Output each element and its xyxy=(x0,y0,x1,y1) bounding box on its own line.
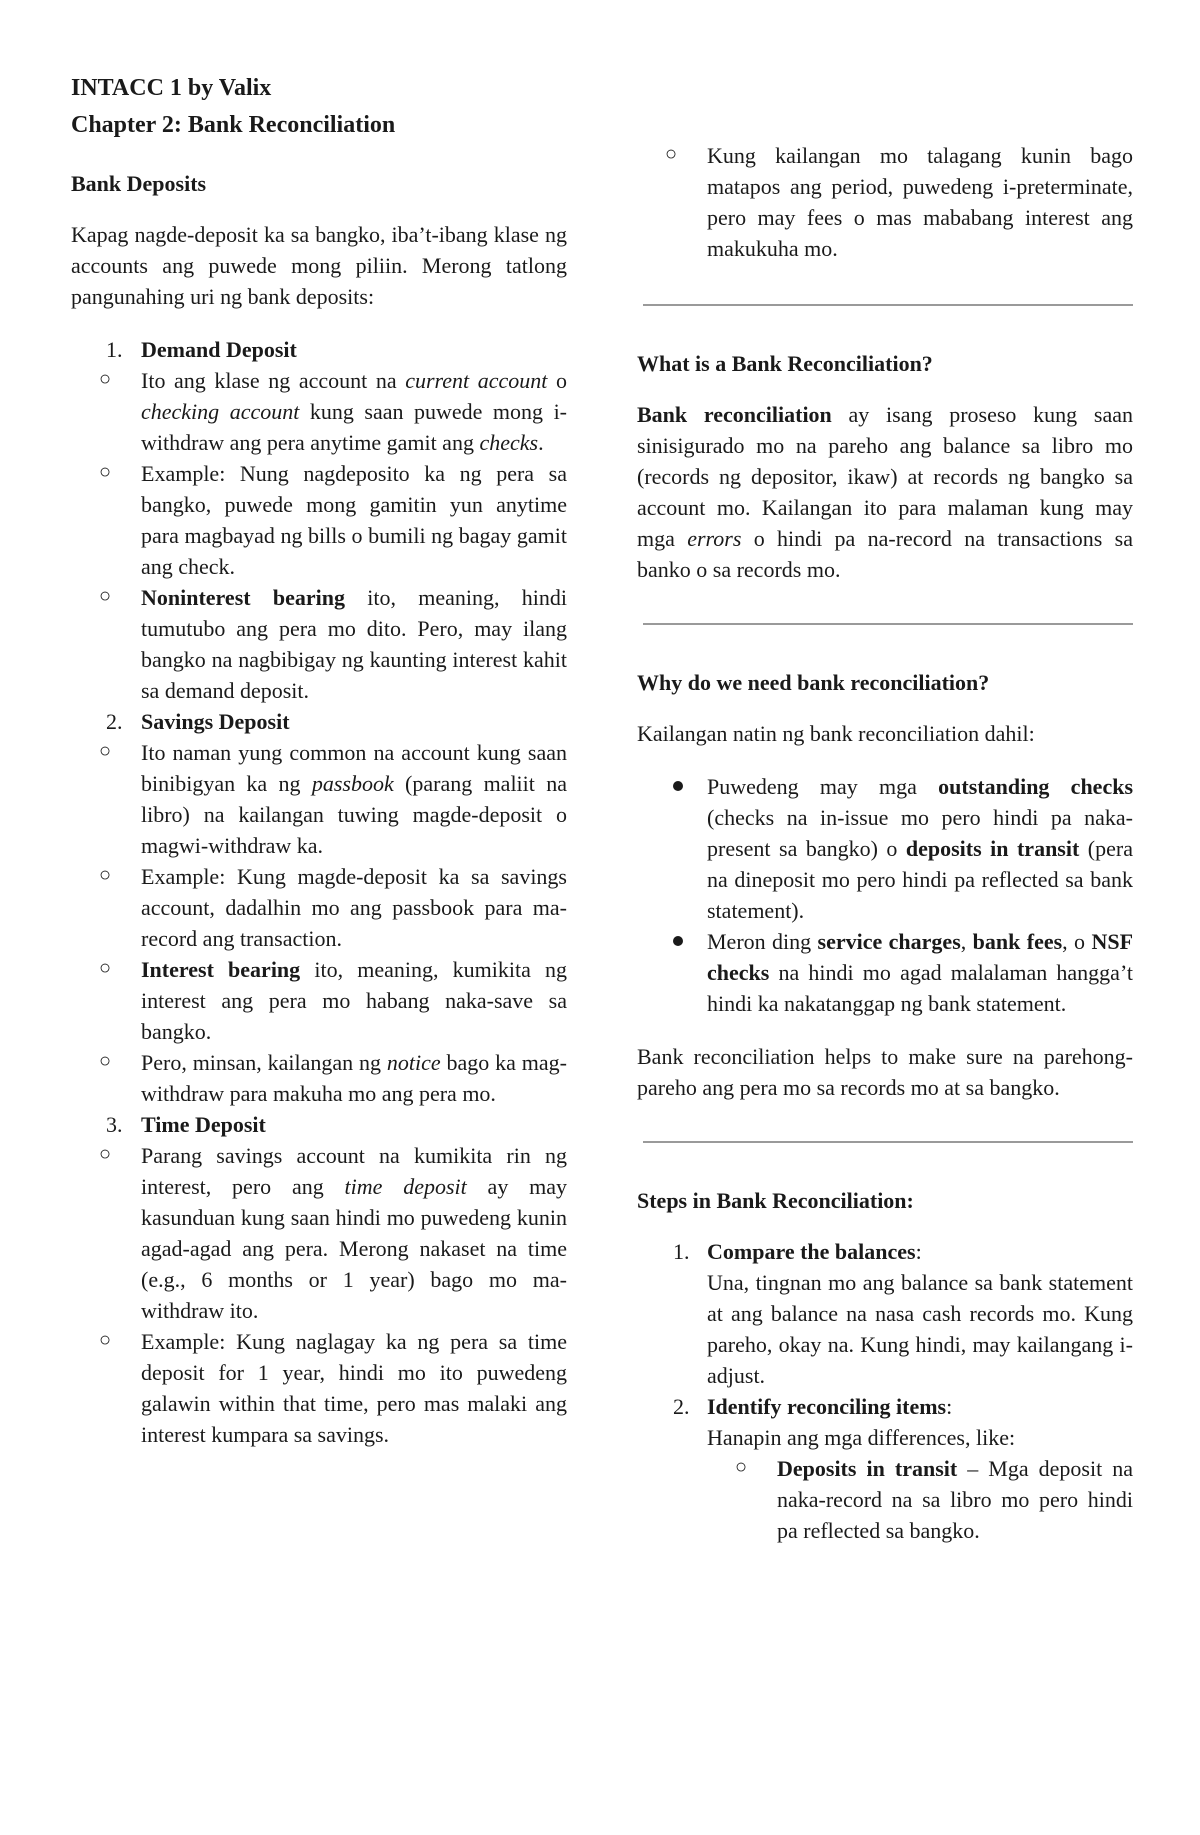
circle-bullet-icon: ○ xyxy=(99,1329,112,1351)
step-text: Una, tingnan mo ang balance sa bank statement at ang balance na nasa cash records mo. Kung pareho, okay na. Kung hindi, may kailangang i-adjust. xyxy=(707,1270,1133,1388)
list-number: 1. xyxy=(673,1239,690,1264)
bank-deposits-heading: Bank Deposits xyxy=(71,171,207,196)
list-item: ○ Example: Kung naglagay ka ng pera sa time deposit for 1 year, hindi mo ito puwedeng galawin within that time, pero mas malaki ang interest kumpara sa savings. xyxy=(71,1326,567,1450)
demand-deposit-title: Demand Deposit xyxy=(141,337,297,362)
circle-bullet-icon: ○ xyxy=(99,1143,112,1165)
circle-bullet-icon: ○ xyxy=(99,368,112,390)
list-item: ○ Kung kailangan mo talagang kunin bago matapos ang period, puwedeng i-preterminate, pero may fees o mas mababang interest ang makukuha mo. xyxy=(567,140,1133,264)
demand-deposit-bullets xyxy=(71,365,567,706)
circle-bullet-icon: ○ xyxy=(99,957,112,979)
list-item: Puwedeng may mga outstanding checks (checks na in-issue mo pero hindi pa naka-present sa bangko) o deposits in transit (pera na dineposit mo pero hindi pa reflected sa bank statement). xyxy=(637,771,1133,926)
circle-bullet-icon: ○ xyxy=(665,143,678,165)
circle-bullet-icon: ○ xyxy=(99,1050,112,1072)
disc-bullet-icon xyxy=(673,781,683,791)
why-closing: Bank reconciliation helps to make sure na parehong-pareho ang pera mo sa records mo at sa bangko. xyxy=(637,1044,1133,1100)
bank-deposits-intro: Kapag nagde-deposit ka sa bangko, iba’t-ibang klase ng accounts ang puwede mong piliin. Merong tatlong pangunahing uri ng bank deposits: xyxy=(71,222,567,309)
list-item: Meron ding service charges, bank fees, o NSF checks na hindi mo agad malalaman hangga’t hindi ka nakatanggap ng bank statement. xyxy=(637,926,1133,1019)
list-item: ○ Example: Kung magde-deposit ka sa savings account, dadalhin mo ang passbook para ma-record ang transaction. xyxy=(71,861,567,954)
right-column xyxy=(637,140,1133,1546)
why-bullets xyxy=(637,771,1133,1019)
disc-bullet-icon xyxy=(673,936,683,946)
list-number: 2. xyxy=(673,1394,690,1419)
list-number: 2. xyxy=(106,709,123,734)
list-item: ○ Pero, minsan, kailangan ng notice bago ka mag-withdraw para makuha mo ang pera mo. xyxy=(71,1047,567,1109)
circle-bullet-icon: ○ xyxy=(99,461,112,483)
list-item: ○ Ito ang klase ng account na current account o checking account kung saan puwede mong i-withdraw ang pera anytime gamit ang checks. xyxy=(71,365,567,458)
list-item: ○ Example: Nung nagdeposito ka ng pera sa bangko, puwede mong gamitin yun anytime para magbayad ng bills o bumili ng bagay gamit ang check. xyxy=(71,458,567,582)
chapter-title: Chapter 2: Bank Reconciliation xyxy=(71,112,396,138)
savings-deposit-title: Savings Deposit xyxy=(141,709,290,734)
why-heading: Why do we need bank reconciliation? xyxy=(637,670,990,695)
steps-heading: Steps in Bank Reconciliation: xyxy=(637,1188,914,1213)
list-item: ○ Noninterest bearing ito, meaning, hindi tumutubo ang pera mo dito. Pero, may ilang bangko na nagbibigay ng kaunting interest kahit sa demand deposit. xyxy=(71,582,567,706)
what-is-paragraph: Bank reconciliation ay isang proseso kung saan sinisigurado mo na pareho ang balance sa libro mo (records ng depositor, ikaw) at records ng bangko sa account mo. Kailangan ito para malaman kung may mga errors o hindi pa na-record na transactions sa banko o sa records mo. xyxy=(637,402,1133,582)
list-number: 1. xyxy=(106,337,123,362)
section-divider xyxy=(643,304,1133,306)
left-column xyxy=(71,70,567,1450)
steps-list xyxy=(637,1236,1133,1546)
step-text: Hanapin ang mga differences, like: xyxy=(707,1425,1016,1450)
document-title: INTACC 1 by Valix xyxy=(71,75,272,101)
list-item-time-deposit xyxy=(71,1109,567,1450)
reconciling-items-bullets xyxy=(637,1453,1133,1546)
list-number: 3. xyxy=(106,1112,123,1137)
what-is-heading: What is a Bank Reconciliation? xyxy=(637,351,933,376)
time-deposit-bullets xyxy=(71,1140,567,1450)
time-deposit-bullets-continued xyxy=(567,140,1133,264)
list-item-demand-deposit xyxy=(71,334,567,706)
list-item-savings-deposit xyxy=(71,706,567,1109)
section-divider xyxy=(643,623,1133,625)
time-deposit-title: Time Deposit xyxy=(141,1112,266,1137)
step-identify-items: 2. Identify reconciling items: Hanapin ang mga differences, like: ○ Deposits in transit – Mga deposit na naka-record na sa libro mo pero hindi pa reflected sa bangko. xyxy=(637,1391,1133,1546)
step-compare-balances: 1. Compare the balances: Una, tingnan mo ang balance sa bank statement at ang balance na nasa cash records mo. Kung pareho, okay na. Kung hindi, may kailangang i-adjust. xyxy=(637,1236,1133,1391)
circle-bullet-icon: ○ xyxy=(99,585,112,607)
circle-bullet-icon: ○ xyxy=(99,864,112,886)
deposit-types-list xyxy=(71,334,567,1450)
why-intro: Kailangan natin ng bank reconciliation dahil: xyxy=(637,721,1035,746)
circle-bullet-icon: ○ xyxy=(99,740,112,762)
list-item: ○ Ito naman yung common na account kung saan binibigyan ka ng passbook (parang maliit na libro) na kailangan tuwing magde-deposit o magwi-withdraw ka. xyxy=(71,737,567,861)
list-item: ○ Parang savings account na kumikita rin ng interest, pero ang time deposit ay may kasunduan kung saan hindi mo puwedeng kunin agad-agad ang pera. Merong nakaset na time (e.g., 6 months or 1 year) bago mo ma-withdraw ito. xyxy=(71,1140,567,1326)
savings-deposit-bullets xyxy=(71,737,567,1109)
list-item: ○ Interest bearing ito, meaning, kumikita ng interest ang pera mo habang naka-save sa bangko. xyxy=(71,954,567,1047)
section-divider xyxy=(643,1141,1133,1143)
list-item: ○ Deposits in transit – Mga deposit na naka-record na sa libro mo pero hindi pa reflected sa bangko. xyxy=(637,1453,1133,1546)
circle-bullet-icon: ○ xyxy=(735,1456,748,1478)
